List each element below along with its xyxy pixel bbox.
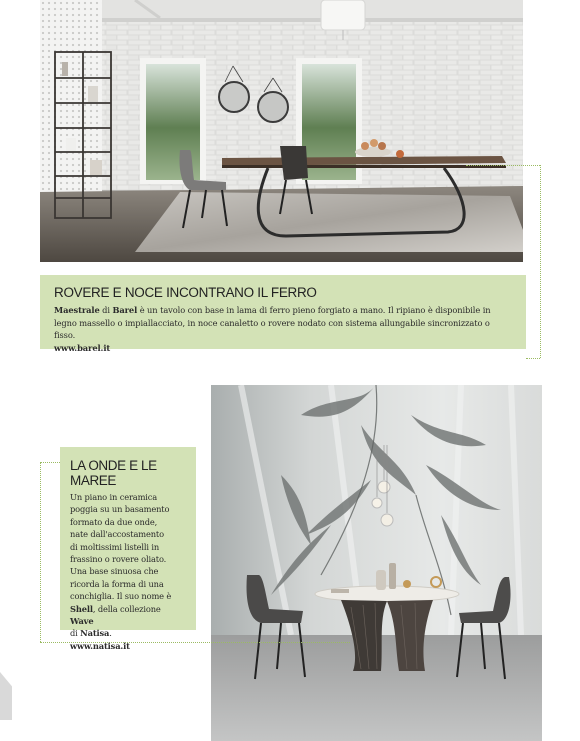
page-edge-decoration xyxy=(0,672,12,720)
product-name: Maestrale xyxy=(54,305,100,315)
article-body: Un piano in ceramica poggia su un basamento formato da due onde, nate dall'accostamento di moltissimi listelli in frassino o rovere oliato. Una base sinuosa che ricorda la forma di una conchiglia. Il suo nome è Shell, della collezione Wave di Natisa. www.natisa.it xyxy=(70,492,172,651)
round-table-photo xyxy=(211,385,542,741)
website-link[interactable]: www.barel.it xyxy=(54,342,111,353)
leader-line xyxy=(466,165,540,166)
article-caption-2 xyxy=(60,447,196,651)
leader-line xyxy=(40,462,60,463)
leader-line xyxy=(540,165,541,358)
article-title: ROVERE E NOCE INCONTRANO IL FERRO xyxy=(54,285,317,300)
brand-name: Barel xyxy=(112,305,138,315)
article-caption-1 xyxy=(40,275,526,353)
product-name: Shell xyxy=(70,603,93,614)
leader-line xyxy=(40,462,41,642)
article-body: Maestrale di Barel è un tavolo con base in lama di ferro pieno forgiato a mano. Il ripiano è disponibile in legno massello o impiallacciato, in noce canaletto o rovere nodato con sistema allungabile sincronizzato o fisso. www.barel.it xyxy=(54,305,491,353)
dining-room-photo xyxy=(40,0,523,262)
article-text: è un tavolo con base in lama di ferro pieno forgiato a mano. Il ripiano è disponibile in legno massello o impiallacciato, in noce canaletto o rovere nodato con sistema allungabile sincronizzato o fisso. xyxy=(54,305,491,340)
brand-name: Natisa xyxy=(80,628,110,639)
website-link[interactable]: www.natisa.it xyxy=(70,640,130,651)
leader-line xyxy=(526,358,540,359)
collection-name: Wave xyxy=(70,616,94,627)
article-title: LA ONDE E LE MAREE xyxy=(70,458,157,488)
